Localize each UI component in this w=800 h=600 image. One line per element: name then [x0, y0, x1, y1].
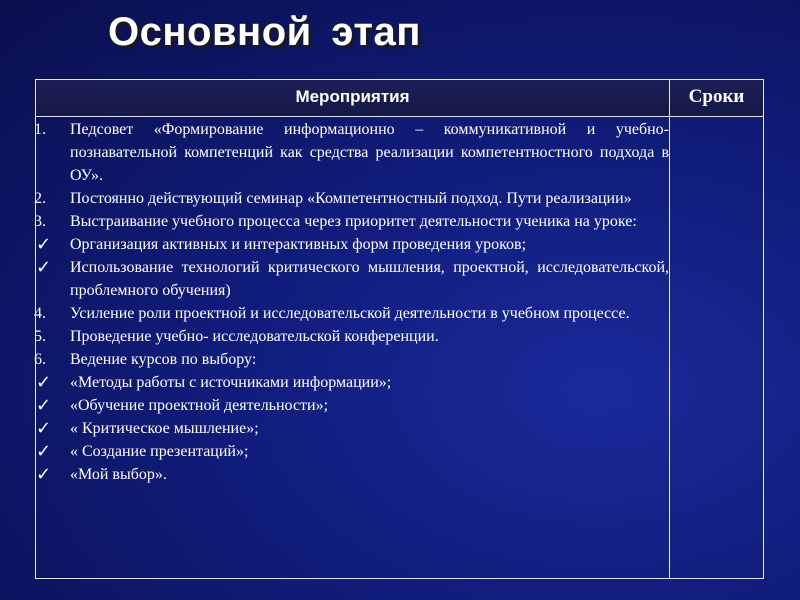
- checkmark-icon: ✓: [36, 257, 52, 278]
- events-table: [35, 79, 764, 579]
- list-item-text: « Создание презентаций»;: [70, 443, 249, 460]
- list-item-text: Постоянно действующий семинар «Компетентностный подход. Пути реализации»: [70, 190, 632, 207]
- list-item-text: Усиление роли проектной и исследовательской деятельности в учебном процессе.: [70, 305, 630, 322]
- list-item-text: «Обучение проектной деятельности»;: [70, 397, 329, 414]
- checkmark-icon: ✓: [36, 418, 52, 439]
- list-item: [36, 256, 669, 302]
- checkmark-icon: ✓: [36, 395, 52, 416]
- list-item: [36, 440, 669, 463]
- checkmark-icon: ✓: [36, 441, 52, 462]
- checkmark-icon: ✓: [36, 464, 52, 485]
- list-item-text: Проведение учебно- исследовательской конференции.: [70, 328, 439, 345]
- list-item: [36, 210, 669, 233]
- list-item-text: «Методы работы с источниками информации»;: [70, 374, 392, 391]
- list-number: 6.: [34, 351, 46, 368]
- list-item-text: «Мой выбор».: [70, 466, 167, 483]
- slide-title: Основной этап: [108, 10, 421, 54]
- header-events: Мероприятия: [295, 87, 410, 106]
- list-item: [36, 463, 669, 486]
- list-item: [36, 302, 669, 325]
- list-item-text: Ведение курсов по выбору:: [70, 351, 257, 368]
- list-item: [36, 118, 669, 187]
- list-item: [36, 417, 669, 440]
- list-item: [36, 371, 669, 394]
- list-item: [36, 187, 669, 210]
- list-item: [36, 233, 669, 256]
- list-number: 3.: [34, 213, 46, 230]
- list-number: 4.: [34, 305, 46, 322]
- list-item-text: Выстраивание учебного процесса через приоритет деятельности ученика на уроке:: [70, 213, 637, 230]
- list-item-text: « Критическое мышление»;: [70, 420, 259, 437]
- list-item-text: Педсовет «Формирование информационно – коммуникативной и учебно-познавательной компетенций как средства реализации компетентностного подхода в ОУ».: [70, 121, 669, 184]
- checkmark-icon: ✓: [36, 234, 52, 255]
- checkmark-icon: ✓: [36, 372, 52, 393]
- events-list: [36, 118, 669, 486]
- list-number: 5.: [34, 328, 46, 345]
- list-item: [36, 325, 669, 348]
- header-dates: Сроки: [688, 86, 745, 107]
- list-item: [36, 348, 669, 371]
- list-item-text: Организация активных и интерактивных форм проведения уроков;: [70, 236, 527, 253]
- list-number: 1.: [34, 121, 46, 138]
- column-divider: [669, 80, 670, 578]
- list-number: 2.: [34, 190, 46, 207]
- list-item: [36, 394, 669, 417]
- list-item-text: Использование технологий критического мышления, проектной, исследовательской, проблемного обучения): [70, 259, 669, 299]
